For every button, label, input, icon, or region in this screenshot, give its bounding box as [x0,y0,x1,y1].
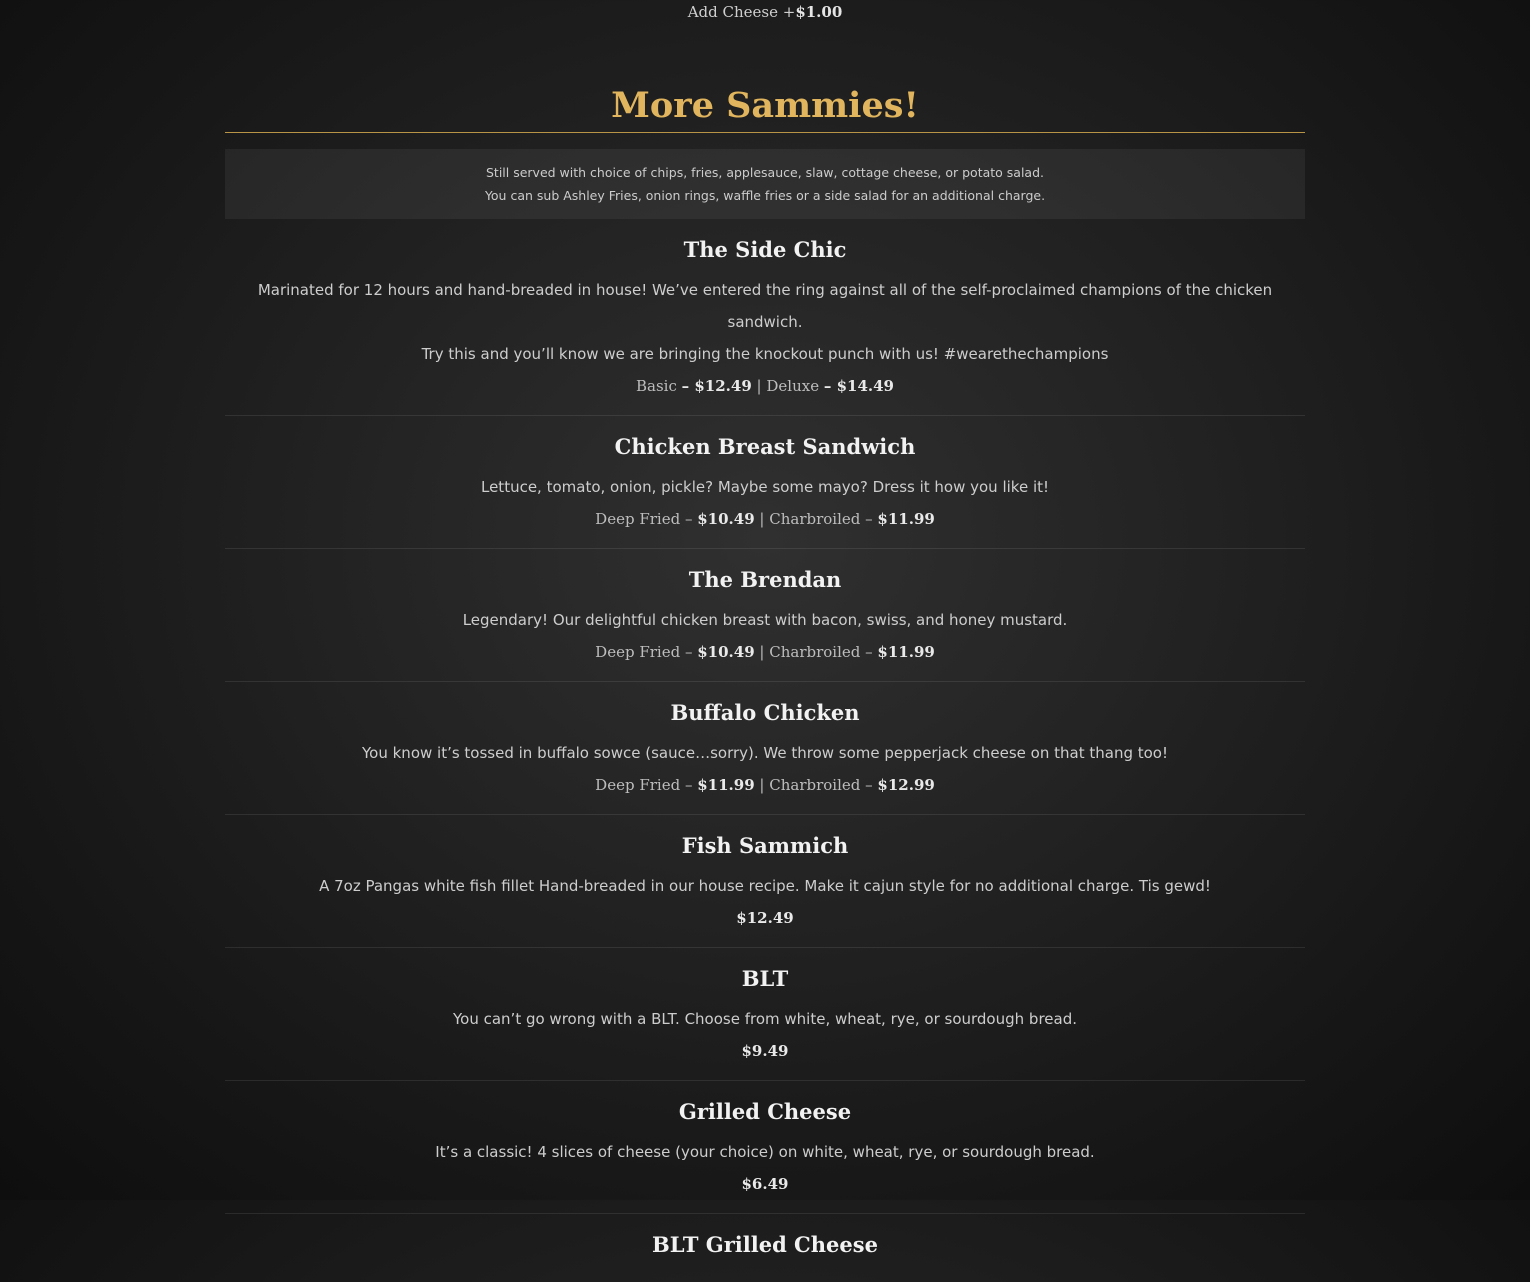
add-cheese-label: Add Cheese + [687,3,796,21]
menu-item-price [225,1168,1305,1200]
sides-note-line: You can sub Ashley Fries, onion rings, waffle fries or a side salad for an additional charge. [484,188,1046,203]
price-option-value: $11.99 [697,776,755,794]
menu-item-blt-grilled-cheese [225,1214,1305,1282]
menu-item-name: Grilled Cheese [678,1099,852,1124]
price-value: $6.49 [741,1175,789,1193]
title-divider [225,132,1305,133]
menu-item-blt [225,948,1305,1081]
menu-item-description: A 7oz Pangas white fish fillet Hand-breaded in our house recipe. Make it cajun style for no additional charge. Tis gewd! [319,877,1211,895]
price-option-value: $12.99 [877,776,935,794]
menu-item-name: The Brendan [688,567,842,592]
price-separator: | [754,510,770,528]
sides-note-box [225,149,1305,219]
menu-item-fish-sammich [225,815,1305,948]
price-option-value: $10.49 [697,643,755,661]
price-option-label: Charbroiled – [769,776,878,794]
menu-item-price [225,1035,1305,1067]
price-option-label: Deep Fried – [595,510,698,528]
menu-item-price [225,769,1305,801]
price-option-value: $11.99 [877,643,935,661]
price-option-label: Deep Fried – [595,776,698,794]
menu-item-description: It’s a classic! 4 slices of cheese (your choice) on white, wheat, rye, or sourdough bread. [435,1143,1095,1161]
menu-item-description: Legendary! Our delightful chicken breast with bacon, swiss, and honey mustard. [462,611,1068,629]
menu-item-the-brendan [225,549,1305,682]
price-separator: | [754,776,770,794]
menu-item-price [225,902,1305,934]
menu-item-side-chic [225,219,1305,416]
menu-item-description: Lettuce, tomato, onion, pickle? Maybe some mayo? Dress it how you like it! [480,478,1050,496]
sides-note-line: Still served with choice of chips, fries, applesauce, slaw, cottage cheese, or potato salad. [485,165,1044,180]
menu-item-chicken-breast-sandwich [225,416,1305,549]
menu-item-name: The Side Chic [683,237,847,262]
section-title: More Sammies! [611,85,919,126]
price-option-value: – $12.49 [681,377,752,395]
price-option-label: Charbroiled – [769,510,878,528]
menu-item-name: Chicken Breast Sandwich [614,434,916,459]
add-cheese-note [0,3,1530,21]
menu-item-description: Try this and you’ll know we are bringing the knockout punch with us! #wearethechampions [421,345,1109,363]
price-option-label: Basic [635,377,677,395]
menu-item-name: Fish Sammich [681,833,849,858]
menu-item-name: BLT Grilled Cheese [652,1232,878,1257]
menu-item-buffalo-chicken [225,682,1305,815]
menu-item-grilled-cheese [225,1081,1305,1214]
menu-item-name: BLT [741,966,789,991]
price-option-label: Deluxe [766,377,820,395]
price-option-value: – $14.49 [823,377,894,395]
price-option-value: $11.99 [877,510,935,528]
menu-item-price [225,503,1305,535]
menu-item-description: Marinated for 12 hours and hand-breaded in house! We’ve entered the ring against all of the self-proclaimed champions of the chicken sandwich. [257,281,1273,331]
menu-item-description: You can’t go wrong with a BLT. Choose from white, wheat, rye, or sourdough bread. [452,1010,1077,1028]
price-option-label: Charbroiled – [769,643,878,661]
price-option-label: Deep Fried – [595,643,698,661]
price-separator: | [754,643,770,661]
more-sammies-section [225,80,1305,1282]
menu-item-description: You know it’s tossed in buffalo sowce (sauce…sorry). We throw some pepperjack cheese on that thang too! [362,744,1168,762]
menu-item-name: Buffalo Chicken [670,700,860,725]
menu-item-price [225,636,1305,668]
price-separator: | [751,377,767,395]
price-value: $12.49 [736,909,794,927]
add-cheese-price: $1.00 [795,3,843,21]
price-value: $9.49 [741,1042,789,1060]
price-option-value: $10.49 [697,510,755,528]
menu-item-price [225,370,1305,402]
